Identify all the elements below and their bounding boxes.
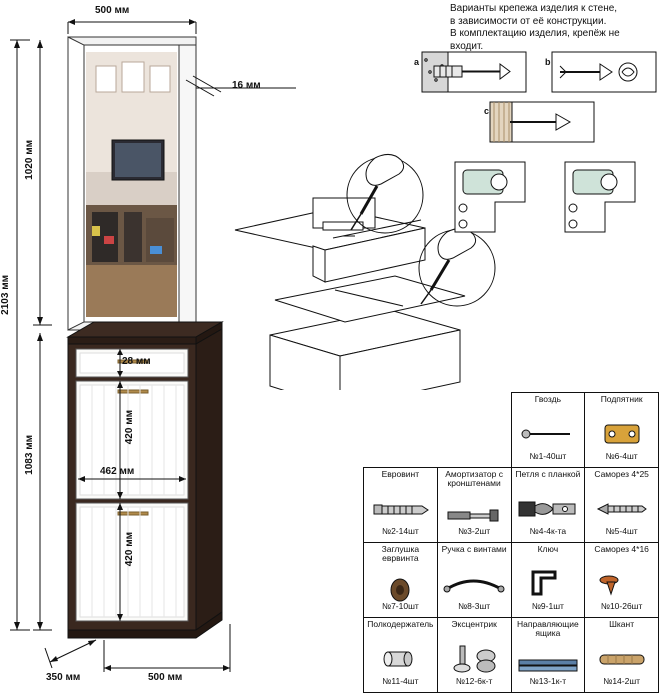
shelf-support-icon [365,640,436,678]
mount-letter-c: c [484,106,490,116]
dim-base-depth: 350 мм [46,672,81,683]
parts-cell-key: Ключ №9-1шт [511,543,585,618]
wall-mount-note [450,3,665,53]
nail-icon [513,415,584,453]
parts-cell-nail: Гвоздь №1-40шт [511,393,585,468]
dim-door-top: 420 мм [124,410,135,445]
mount-letter-a: a [414,57,420,67]
parts-cell-dowel: Шкант №14-2шт [585,618,659,693]
parts-cell-foot-plate: Подпятник №6-4шт [585,393,659,468]
dim-cabinet-height: 1083 мм [24,435,35,475]
table-row [364,393,659,468]
parts-cell-cam-lock: Эксцентрик №12-6к-т [437,618,511,693]
dim-drawer-front: 28 мм [122,356,151,367]
dim-door-bottom: 420 мм [124,532,135,567]
screw-icon [586,490,657,528]
dim-mirror-height: 1020 мм [24,140,35,180]
table-row [364,543,659,618]
note-line-2: в зависимости от её конструкции. [450,15,607,27]
dowel-icon [586,640,657,678]
note-line-4: входит. [450,40,484,52]
handle-icon [439,565,510,603]
mount-letter-b: b [545,57,551,67]
hinge-icon [513,490,584,528]
dim-top-width: 500 мм [95,5,130,16]
parts-table [363,392,659,693]
parts-cell-hinge: Петля с планкой №4-4к-та [511,468,585,543]
parts-cell-screw-4x25: Саморез 4*25 №5-4шт [585,468,659,543]
assembly-drawer-diagram [225,150,666,390]
parts-cell-screw-4x16: Саморез 4*16 №10-26шт [585,543,659,618]
cam-lock-icon [439,640,510,678]
dim-base-width: 500 мм [148,672,183,683]
euro-screw-icon [365,490,436,528]
key-icon [513,565,584,603]
screw-small-icon [586,565,657,603]
parts-cell-drawer-slide: Направляющие ящика №13-1к-т [511,618,585,693]
dim-total-height: 2103 мм [0,275,11,315]
note-line-3: В комплектацию изделия, крепёж не [450,28,620,39]
parts-cell-shelf-support: Полкодержатель №11-4шт [364,618,438,693]
parts-cell-euro-screw: Евровинт №2-14шт [364,468,438,543]
note-line-1: Варианты крепежа изделия к стене, [450,3,618,14]
foot-plate-icon [586,415,657,453]
dim-depth-16: 16 мм [232,80,261,91]
parts-cell-empty-1 [364,393,512,468]
parts-cell-damper: Амортизатор с кронштенами №3-2шт [437,468,511,543]
parts-cell-handle: Ручка с винтами №8-3шт [437,543,511,618]
table-row [364,468,659,543]
table-row [364,618,659,693]
wall-mount-diagrams [360,50,666,150]
parts-cell-cap: Заглушка еврвинта №7-10шт [364,543,438,618]
dim-inner-width: 462 мм [100,466,135,477]
